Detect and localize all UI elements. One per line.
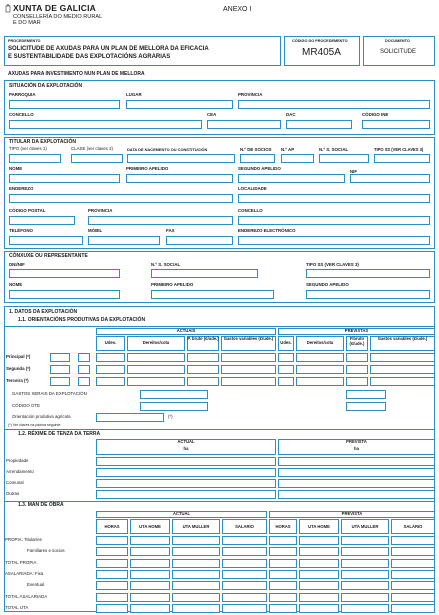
labour-cell[interactable] [172,570,220,579]
tenza-title: 1.2. RÉXIME DE TENZA DA TERRA [18,431,101,437]
tenza-actual-field[interactable] [96,457,276,466]
farm-data-title: 1. DATOS DA EXPLOTACIÓN [9,309,78,315]
tenza-top-rule [4,429,435,430]
fax-label: FAX [166,228,175,233]
tenza-prevista-field[interactable] [278,490,435,499]
labour-cell[interactable] [130,593,170,602]
labour-cell[interactable] [341,536,389,545]
tenza-actual-label: ACTUAL [177,439,195,444]
concello-field[interactable] [9,120,202,129]
gastos-xerais-label: GASTOS XERAIS DA EXPLOTACIÓN [12,391,87,396]
orientation-cell[interactable] [127,365,185,374]
enderezo-label: ENDEREZO [9,186,34,191]
labour-cell[interactable] [130,581,170,590]
labour-cell[interactable] [222,547,267,556]
labour-cell[interactable] [269,581,297,590]
spouse-tipo-ss-label: TIPO SS (VER CLAVES 3) [306,262,359,267]
labour-cell[interactable] [96,570,128,579]
dac-label: DAC [286,112,296,117]
tenza-prevista-label: PREVISTA [346,439,367,444]
tenza-prevista-field[interactable] [278,457,435,466]
spouse-nome-label: NOME [9,282,23,287]
orientations-title: 1.1. ORIENTACIÓNS PRODUTIVAS DA EXPLOTACIÓN [18,317,146,323]
labour-cell[interactable] [391,559,435,568]
labour-cell[interactable] [269,536,297,545]
holder-provincia-label: PROVINCIA [88,208,113,213]
labour-cell[interactable] [391,593,435,602]
labour-cell[interactable] [130,536,170,545]
labour-row-label: Familiares e socios [27,548,65,554]
labour-cell[interactable] [222,559,267,568]
orientation-cell[interactable] [370,377,435,386]
codigo-ote-label: CÓDIGO OTE [12,403,41,408]
tenza-prevista-unit: ha [354,446,359,451]
birth-date-label: DATA DE NACEMENTO OU CONSTITUCIÓN [127,147,208,152]
col-dereitos-label: Dereitos/cota [142,340,170,345]
logo-subtitle: CONSELLERÍA DO MEDIO RURAL [13,14,103,20]
orientation-cell[interactable] [278,365,294,374]
procedure-code-label: CÓDIGO DO PROCEDEMENTO [292,39,348,43]
labour-cell[interactable] [130,547,170,556]
n-ss-label: N.º S. SOCIAL [319,147,349,152]
orientation-cell[interactable] [221,377,276,386]
labour-cell[interactable] [130,559,170,568]
tenza-actual-field[interactable] [96,490,276,499]
spouse-tipo-ss-field[interactable] [306,269,430,278]
tenza-actual-field[interactable] [96,468,276,477]
n-ap-field[interactable] [281,154,314,163]
orientacion-asterisk: (*) [168,414,173,419]
tipo-ss-label: TIPO SS (VER CLAVES 3) [374,147,424,152]
cea-field[interactable] [207,120,281,129]
codigo-ine-field[interactable] [362,120,430,129]
orientation-code-field[interactable] [50,377,70,386]
spouse-segundo-apelido-field[interactable] [306,290,430,299]
tenza-row-label: Arrendamento [6,469,34,474]
orientation-subcode-field[interactable] [78,353,90,362]
labour-prevista-label: PREVISTA [341,511,363,516]
labour-title: 1.3. MAN DE OBRA [18,502,64,508]
labour-row-label: Eventual [27,582,45,588]
labour-actual-label: ACTUAL [172,511,191,516]
email-label: ENDEREZO ELECTRÓNICO [238,228,296,233]
xunta-logo [5,4,145,30]
fax-field[interactable] [166,236,233,245]
orientation-cell[interactable] [187,353,219,362]
orientation-cell[interactable] [127,353,185,362]
labour-cell[interactable] [299,604,339,613]
labour-col-label: HORAS [275,524,291,529]
nome-label: NOME [9,166,23,171]
labour-cell[interactable] [391,581,435,590]
labour-cell[interactable] [299,570,339,579]
orientations-top-rule [4,326,435,327]
labour-row-label: PROPIA: Titular/es [5,537,42,542]
labour-cell[interactable] [172,536,220,545]
nome-field[interactable] [9,174,120,183]
labour-cell[interactable] [341,604,389,613]
dac-field[interactable] [286,120,352,129]
labour-cell[interactable] [391,570,435,579]
labour-cell[interactable] [269,570,297,579]
tenza-row-label: Outras [6,491,20,496]
telefono-field[interactable] [9,236,83,245]
orientacion-label: Orientación produtiva agrícola [12,414,71,419]
clase-label: CLASE (ver claves 2) [71,146,113,151]
cea-label: CEA [207,112,217,117]
procedure-code-value: MR405A [302,47,341,58]
labour-cell[interactable] [222,604,267,613]
telefono-label: TELÉFONO [9,228,33,233]
spouse-primeiro-apelido-label: PRIMEIRO APELIDO [151,282,194,287]
orientation-cell[interactable] [96,353,125,362]
labour-cell[interactable] [96,547,128,556]
spouse-title: CÓNXUXE OU REPRESENTANTE [9,253,88,259]
spouse-dni-label: DNI/NIF [9,262,25,267]
tenza-actual-unit: ha [183,446,189,451]
orientation-cell[interactable] [278,377,294,386]
spouse-dni-field[interactable] [9,269,120,278]
holder-concello-field[interactable] [238,216,430,225]
form-title: AXUDAS PARA INVESTIMENTO NUN PLAN DE MELLORA [8,71,145,77]
n-ap-label: N.º AP [281,147,295,152]
labour-cell[interactable] [341,559,389,568]
labour-cell[interactable] [341,593,389,602]
orientation-code-field[interactable] [50,365,70,374]
segundo-apelido-field[interactable] [238,174,345,183]
primeiro-apelido-field[interactable] [126,174,233,183]
claves-note: (*) Ver claves na páxina seguinte [8,423,61,427]
labour-cell[interactable] [130,570,170,579]
labour-cell[interactable] [172,559,220,568]
situation-title: SITUACIÓN DA EXPLOTACIÓN [9,83,83,89]
labour-cell[interactable] [172,604,220,613]
document-value: SOLICITUDE [380,49,417,55]
mobil-label: MÓBIL [88,228,103,233]
orientation-cell[interactable] [221,365,276,374]
col-udes-label: Udes. [104,340,117,345]
email-field[interactable] [238,236,430,245]
labour-cell[interactable] [96,559,128,568]
logo-title: XUNTA DE GALICIA [13,3,97,13]
labour-col-label: SALARIO [235,524,254,529]
codigo-ine-label: CÓDIGO INE [362,112,389,117]
col-pbruto-2-label: P.bruto (€/ude.) [349,336,365,346]
parroquia-field[interactable] [9,100,120,109]
labour-cell[interactable] [299,593,339,602]
n-socios-label: N.º DE SOCIOS [240,147,272,152]
segundo-apelido-label: SEGUNDO APELIDO [238,166,281,171]
codigo-postal-label: CÓDIGO POSTAL [9,208,46,213]
orientacion-field[interactable] [96,413,164,422]
gastos-xerais-field-prevista[interactable] [346,390,386,399]
concello-label: CONCELLO [9,112,34,117]
row-principal-label: Principal (*) [6,354,31,359]
labour-row-label: TOTAL ASALARIADA [5,593,48,599]
labour-cell[interactable] [341,570,389,579]
labour-row-label: TOTAL UTA [5,604,29,610]
orientation-cell[interactable] [96,377,125,386]
col-dereitos-2-label: Dereitos/cota [306,340,334,345]
orientation-cell[interactable] [221,353,276,362]
labour-top-rule [4,501,435,502]
labour-cell[interactable] [96,536,128,545]
orientation-cell[interactable] [296,377,344,386]
nif-label: NIF [350,169,358,174]
clase-field[interactable] [71,154,123,163]
primeiro-apelido-label: PRIMEIRO APELIDO [126,166,169,171]
spouse-ss-label: N.º S. SOCIAL [151,262,181,267]
labour-cell[interactable] [96,604,128,613]
labour-cell[interactable] [96,581,128,590]
labour-cell[interactable] [299,559,339,568]
labour-col-label: UTA MULLER [182,524,210,529]
labour-cell[interactable] [269,559,297,568]
mobil-field[interactable] [88,236,160,245]
labour-cell[interactable] [222,581,267,590]
localidade-field[interactable] [238,194,430,203]
n-socios-field[interactable] [240,154,275,163]
labour-cell[interactable] [222,570,267,579]
orientation-subcode-field[interactable] [78,377,90,386]
logo-subtitle-2: E DO MAR [13,20,41,26]
lugar-field[interactable] [126,100,233,109]
labour-cell[interactable] [172,581,220,590]
actuais-header-label: ACTUAIS [176,328,196,333]
tenza-prevista-field[interactable] [278,468,435,477]
xunta-emblem-icon [5,4,11,14]
tenza-row-label: Comunal [6,480,24,485]
spouse-ss-field[interactable] [151,269,258,278]
spouse-segundo-apelido-label: SEGUNDO APELIDO [306,282,349,287]
orientation-cell[interactable] [346,353,368,362]
labour-cell[interactable] [269,593,297,602]
tipo-ss-field[interactable] [374,154,430,163]
lugar-label: LUGAR [126,92,142,97]
n-ss-field[interactable] [319,154,369,163]
tenza-actual-field[interactable] [96,479,276,488]
labour-cell[interactable] [130,604,170,613]
previstas-header-label: PREVISTAS [344,328,369,333]
col-udes-2-label: Udes. [280,340,292,345]
labour-cell[interactable] [222,536,267,545]
labour-cell[interactable] [391,604,435,613]
orientation-cell[interactable] [370,353,435,362]
procedure-label: PROCEDEMENTO [8,39,41,43]
enderezo-field[interactable] [9,194,233,203]
orientation-cell[interactable] [127,377,185,386]
localidade-label: LOCALIDADE [238,186,267,191]
labour-cell[interactable] [172,547,220,556]
orientation-cell[interactable] [187,377,219,386]
nif-field[interactable] [350,174,430,183]
holder-title: TITULAR DA EXPLOTACIÓN [9,139,76,145]
orientation-cell[interactable] [370,365,435,374]
labour-cell[interactable] [341,547,389,556]
tenza-prevista-field[interactable] [278,479,435,488]
col-gastos-2-label: Gastos variables (€/ude.) [377,336,428,341]
codigo-ote-field-prevista[interactable] [346,402,386,411]
labour-row-label: ASALARIADA: Fixa [5,570,44,576]
labour-cell[interactable] [391,536,435,545]
labour-cell[interactable] [299,581,339,590]
spouse-primeiro-apelido-field[interactable] [151,290,274,299]
labour-cell[interactable] [172,593,220,602]
orientation-cell[interactable] [96,365,125,374]
orientation-cell[interactable] [187,365,219,374]
col-pbruto-label: P. bruto (€/ude.) [187,336,219,341]
procedure-title-1: SOLICITUDE DE AXUDAS PARA UN PLAN DE MELLORA DA EFICACIA [8,46,209,52]
labour-cell[interactable] [222,593,267,602]
orientation-cell[interactable] [296,365,344,374]
labour-col-label: HORAS [104,524,120,529]
labour-cell[interactable] [299,547,339,556]
codigo-postal-field[interactable] [9,216,75,225]
labour-cell[interactable] [269,547,297,556]
col-gastos-label: Gastos variables (€/ude.) [223,336,274,341]
labour-cell[interactable] [391,547,435,556]
provincia-label: PROVINCIA [238,92,263,97]
tipo-label: TIPO (ver claves 1) [9,146,47,151]
orientation-cell[interactable] [296,353,344,362]
orientation-code-field[interactable] [50,353,70,362]
orientation-subcode-field[interactable] [78,365,90,374]
labour-col-label: UTA HOME [139,524,161,529]
holder-provincia-field[interactable] [88,216,233,225]
provincia-field[interactable] [238,100,430,109]
labour-cell[interactable] [341,581,389,590]
tenza-row-label: Propiedade [6,458,29,463]
labour-cell[interactable] [269,604,297,613]
labour-col-label: UTA MULLER [351,524,379,529]
orientation-cell[interactable] [346,365,368,374]
labour-col-label: SALARIO [403,524,423,529]
birth-date-field[interactable] [127,154,235,163]
row-terceira-label: Terceira (*) [6,378,29,383]
orientation-cell[interactable] [278,353,294,362]
labour-row-label: TOTAL PROPIA [5,559,37,565]
row-segunda-label: Segunda (*) [6,366,31,371]
labour-cell[interactable] [299,536,339,545]
labour-col-label: UTA HOME [308,524,330,529]
gastos-xerais-field-actual[interactable] [140,390,208,399]
annex-title: ANEXO I [223,6,252,13]
orientation-cell[interactable] [346,377,368,386]
tipo-field[interactable] [9,154,61,163]
holder-concello-label: CONCELLO [238,208,263,213]
document-label: DOCUMENTO [385,39,410,43]
parroquia-label: PARROQUIA [9,92,36,97]
procedure-title-2: E SUSTENTABILIDADE DAS EXPLOTACIÓNS AGRARIAS [8,54,171,60]
codigo-ote-field-actual[interactable] [140,402,208,411]
labour-cell[interactable] [96,593,128,602]
spouse-nome-field[interactable] [9,290,120,299]
